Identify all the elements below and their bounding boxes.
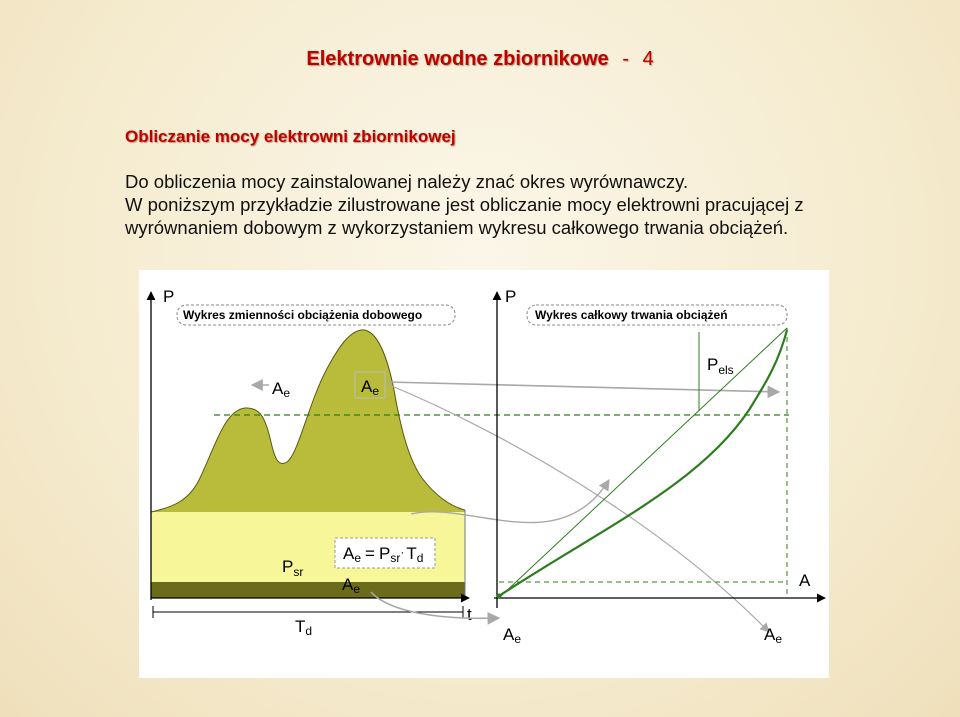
base-load-band [151, 582, 465, 598]
formula: Ae = Psr· Td [343, 544, 424, 565]
page-title-text: Elektrownie wodne zbiornikowe [306, 48, 609, 70]
diagram-svg [139, 270, 829, 678]
left-y-axis-label: P [163, 287, 175, 306]
svg-text:Ae: Ae [272, 379, 291, 400]
period-label: Td [295, 617, 313, 638]
curve-origin-point [497, 594, 502, 599]
power-label: $P_{els}$ [707, 355, 734, 377]
right-caption: Wykres całkowy trwania obciążeń [535, 308, 728, 322]
svg-text:Ae: Ae [361, 377, 380, 398]
right-x-axis-label: A [799, 571, 811, 590]
left-caption: Wykres zmienności obciążenia dobowego [183, 308, 423, 322]
body-text [125, 170, 845, 239]
area-label-1 [272, 379, 290, 400]
bottom-area-label: Ae [342, 575, 361, 596]
body-line-1: Do obliczenia mocy zainstalowanej należy znać okres wyrównawczy. [125, 171, 689, 192]
diagram-figure [139, 270, 829, 678]
page-title-separator: - [622, 48, 629, 70]
right-bottom-label-right: Ae [764, 625, 783, 646]
body-line-2: W poniższym przykładzie zilustrowane jest obliczanie mocy elektrowni pracującej z wyrównaniem dobowym z wykorzystaniem wykresu całkowego trwania obciążeń. [125, 194, 804, 238]
mean-power-label: $P_{sr}$ [282, 557, 304, 579]
left-x-axis-label: t [467, 605, 472, 624]
right-bottom-label-left: Ae [503, 625, 522, 646]
page-title [0, 48, 960, 71]
section-subtitle: Obliczanie mocy elektrowni zbiornikowej [125, 127, 456, 146]
right-y-axis-label: P [505, 287, 517, 306]
page-number: 4 [642, 48, 654, 70]
